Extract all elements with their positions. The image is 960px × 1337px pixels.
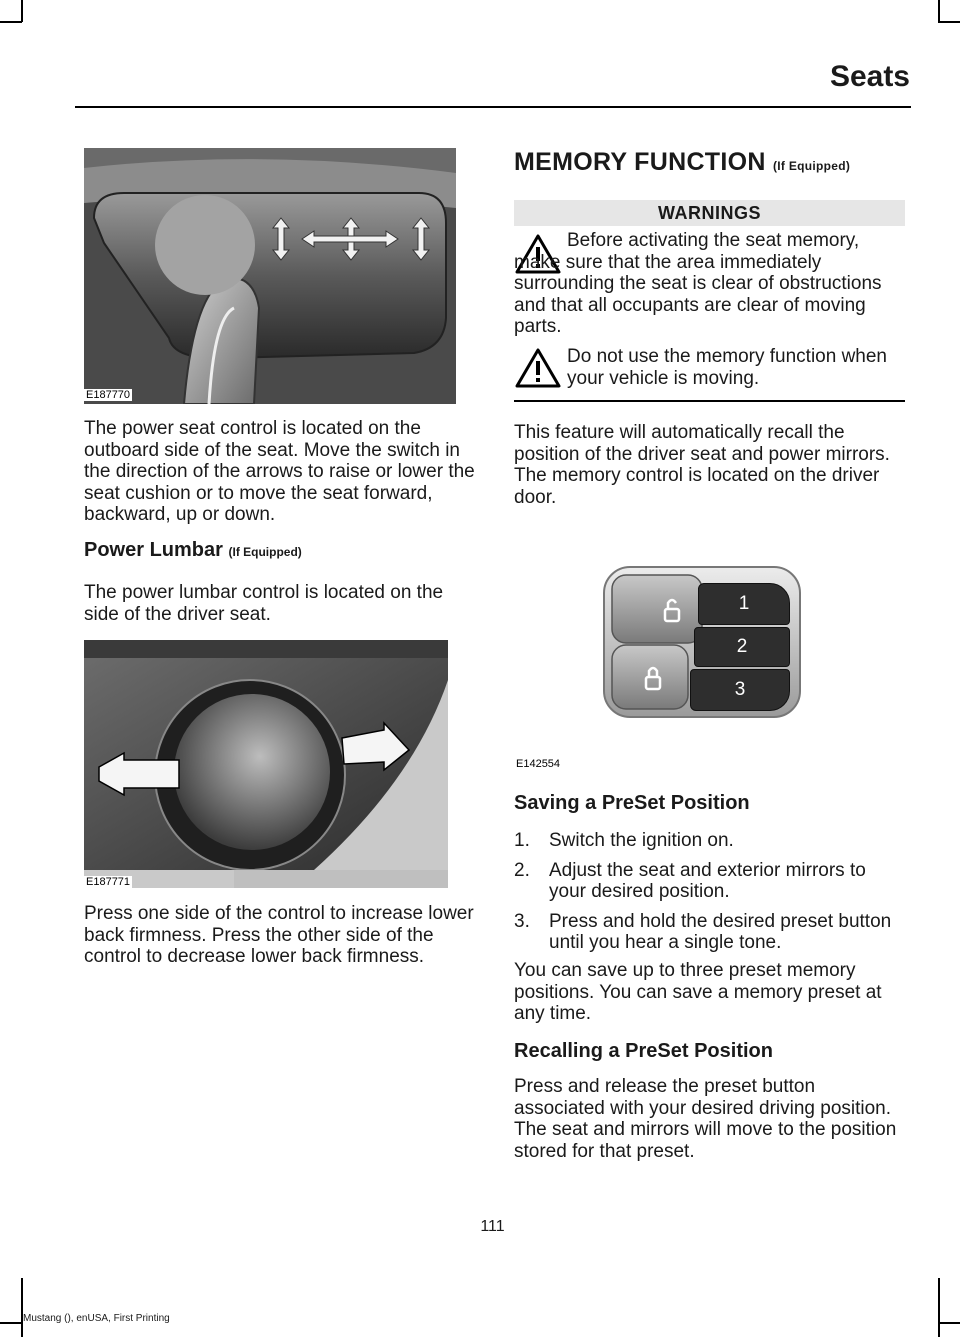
power-seat-illustration bbox=[84, 148, 456, 404]
memory-buttons-figure bbox=[514, 555, 814, 773]
recall-text: Press and release the preset button associated with your desired driving position. The seat and mirrors will move to the position stored for that preset. bbox=[514, 1076, 897, 1162]
power-seat-text: The power seat control is located on the outboard side of the seat. Move the switch in the direction of the arrows to raise or lower the seat cushion or to move the seat forward, backward, up or down. bbox=[84, 418, 475, 525]
saving-preset-heading: Saving a PreSet Position bbox=[514, 792, 750, 814]
save-note-text: You can save up to three preset memory positions. You can save a memory preset at any time. bbox=[514, 960, 882, 1024]
step-text: Adjust the seat and exterior mirrors to your desired position. bbox=[549, 859, 866, 902]
lumbar-heading-suffix: (If Equipped) bbox=[228, 545, 302, 559]
lumbar-location-text: The power lumbar control is located on the side of the driver seat. bbox=[84, 582, 444, 625]
crop-mark bbox=[938, 1322, 960, 1324]
lumbar-usage-text: Press one side of the control to increase lower back firmness. Press the other side of the control to decrease lower back firmness. bbox=[84, 903, 474, 967]
memory-button-2-label: 2 bbox=[736, 636, 748, 657]
page-title: Seats bbox=[829, 60, 910, 93]
step-number: 1. bbox=[514, 830, 530, 851]
lumbar-heading-label: Power Lumbar bbox=[84, 539, 223, 561]
list-item bbox=[514, 830, 908, 852]
header-rule bbox=[75, 106, 911, 108]
figure-code: E142554 bbox=[516, 758, 561, 770]
crop-mark bbox=[938, 0, 940, 22]
memory-feature-text: This feature will automatically recall the position of the driver seat and power mirrors. The memory control is located on the driver door. bbox=[514, 422, 890, 508]
warnings-rule bbox=[514, 400, 905, 402]
lumbar-figure bbox=[84, 640, 448, 888]
page-number: 111 bbox=[480, 1218, 505, 1235]
memory-function-heading bbox=[514, 148, 850, 177]
warnings-banner: WARNINGS bbox=[514, 200, 905, 226]
memory-button-2 bbox=[694, 627, 790, 667]
warning-triangle-icon bbox=[514, 347, 562, 389]
memory-function-label: MEMORY FUNCTION bbox=[514, 148, 766, 176]
memory-button-1-label: 1 bbox=[738, 593, 750, 614]
memory-function-suffix: (If Equipped) bbox=[772, 159, 851, 173]
crop-mark bbox=[21, 1278, 23, 1337]
step-text: Switch the ignition on. bbox=[549, 830, 734, 851]
crop-mark bbox=[21, 0, 23, 22]
crop-mark bbox=[0, 1322, 22, 1324]
recalling-preset-heading: Recalling a PreSet Position bbox=[514, 1040, 773, 1062]
crop-mark bbox=[938, 1278, 940, 1337]
crop-mark bbox=[0, 21, 22, 23]
saving-steps-list bbox=[514, 830, 908, 962]
lumbar-illustration bbox=[84, 640, 448, 888]
figure-code: E187771 bbox=[86, 876, 131, 888]
list-item bbox=[514, 911, 908, 954]
memory-button-1 bbox=[698, 583, 790, 625]
power-seat-figure bbox=[84, 148, 456, 404]
crop-mark bbox=[938, 21, 960, 23]
warning-1-text: Before activating the seat memory, make sure that the area immediately surrounding the seat is clear of obstructions and that all occupants are clear of moving parts. bbox=[514, 230, 882, 337]
figure-code: E187770 bbox=[86, 389, 131, 401]
step-number: 2. bbox=[514, 859, 530, 881]
list-item bbox=[514, 860, 908, 903]
step-text: Press and hold the desired preset button until you hear a single tone. bbox=[549, 910, 892, 953]
step-number: 3. bbox=[514, 910, 530, 932]
warning-2-text: Do not use the memory function when your vehicle is moving. bbox=[567, 346, 888, 389]
memory-button-3 bbox=[690, 669, 790, 711]
memory-button-3-label: 3 bbox=[734, 679, 746, 700]
footer-model-line: Mustang (), enUSA, First Printing bbox=[23, 1313, 170, 1324]
lumbar-heading bbox=[84, 539, 302, 562]
